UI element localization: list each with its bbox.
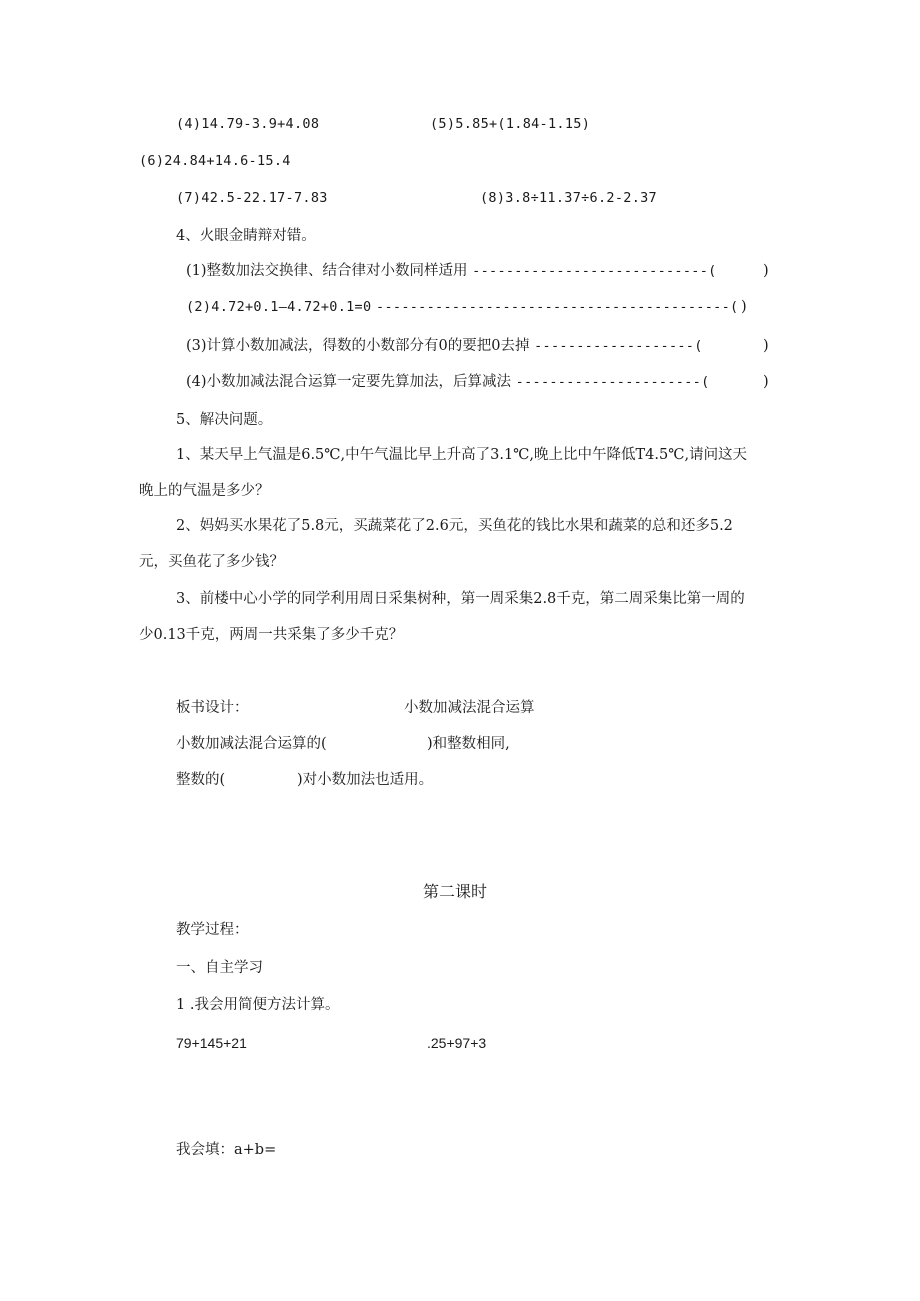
board-line-2b: )对小数加法也适用。: [297, 772, 434, 788]
board-title: 小数加减法混合运算: [404, 700, 535, 716]
judge-item: [186, 336, 703, 356]
calc-b: .25+97+3: [427, 1035, 487, 1051]
problem-line: 3、前楼中心小学的同学利用周日采集树种，第一周采集2.8千克，第二周采集比第一周的: [176, 591, 745, 607]
exercise-5: (5)5.85+(1.84-1.15): [430, 116, 591, 132]
judge-item: [186, 261, 717, 281]
lesson-2-title: 第二课时: [423, 882, 488, 901]
judge-item-dashes: ----------------------------(: [472, 263, 717, 279]
section-4-heading: 4、火眼金睛辩对错。: [176, 228, 316, 244]
judge-item-close-paren: ): [741, 299, 747, 315]
fill-in-text: 我会填：a+b=: [176, 1142, 277, 1158]
judge-item: [186, 372, 710, 392]
judge-item-text: (2)4.72+0.1—4.72+0.1=0: [186, 299, 372, 315]
board-label: 板书设计：: [176, 700, 249, 716]
teaching-process: 教学过程：: [176, 922, 249, 938]
board-line-1a: 小数加减法混合运算的(: [176, 736, 327, 752]
simple-method-item: 1 .我会用简便方法计算。: [176, 997, 340, 1013]
judge-item-dashes: -------------------(: [534, 338, 703, 354]
judge-item-close-paren: ): [763, 338, 769, 354]
fill-in-line: [176, 1140, 276, 1160]
board-line-1b: )和整数相同,: [427, 736, 510, 752]
judge-item: [186, 297, 738, 317]
judge-item-text: (1)整数加法交换律、结合律对小数同样适用: [186, 263, 468, 279]
judge-item-close-paren: ): [763, 374, 769, 390]
problem-line: 1、某天早上气温是6.5℃,中午气温比早上升高了3.1℃,晚上比中午降低T4.5℃,请问这天: [176, 447, 748, 463]
exercise-6: (6)24.84+14.6-15.4: [139, 153, 291, 169]
problem-line: 少0.13千克，两周一共采集了多少千克？: [139, 627, 404, 643]
judge-item-dashes: ------------------------------------------(: [376, 299, 739, 315]
judge-item-close-paren: ): [763, 263, 769, 279]
exercise-8: (8)3.8÷11.37÷6.2-2.37: [480, 190, 657, 206]
exercise-4: (4)14.79-3.9+4.08: [176, 116, 320, 132]
calc-a: 79+145+21: [176, 1035, 247, 1051]
exercise-7: (7)42.5-22.17-7.83: [176, 190, 328, 206]
problem-line: 晚上的气温是多少？: [139, 483, 270, 499]
problem-line: 元，买鱼花了多少钱？: [139, 554, 284, 570]
section-5-heading: 5、解决问题。: [176, 412, 273, 428]
judge-item-dashes: ----------------------(: [515, 374, 710, 390]
board-line-2a: 整数的(: [176, 772, 226, 788]
self-study-heading: 一、自主学习: [176, 960, 263, 976]
judge-item-text: (4)小数加减法混合运算一定要先算加法，后算减法: [186, 374, 512, 390]
problem-line: 2、妈妈买水果花了5.8元，买蔬菜花了2.6元，买鱼花的钱比水果和蔬菜的总和还多5.2: [176, 518, 733, 534]
judge-item-text: (3)计算小数加减法，得数的小数部分有0的要把0去掉: [186, 338, 530, 354]
